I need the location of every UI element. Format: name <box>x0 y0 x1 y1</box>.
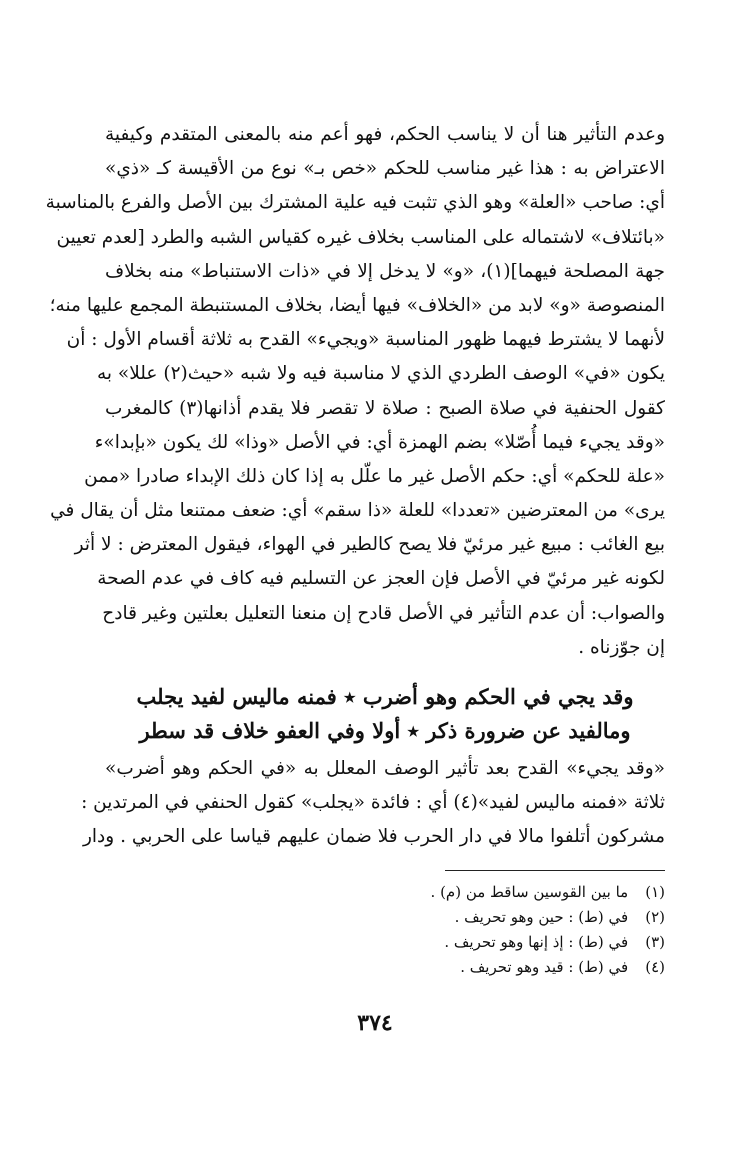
text-line: ثلاثة «فمنه ماليس لفيد»(٤) أي : فائدة «يجلب» كقول الحنفي في المرتدين : <box>81 792 665 814</box>
text-line: يكون «في» الوصف الطردي الذي لا مناسبة فيه ولا شبه «حيث(٢) عللا» به <box>96 363 665 385</box>
footnote <box>300 955 665 980</box>
text-line: أي: صاحب «العلة» وهو الذي تثبت فيه علية المشترك بين الأصل والفرع بالمناسبة <box>45 192 665 214</box>
footnote <box>300 880 665 905</box>
footnote-text: في (ط) : إذ إنها وهو تحريف . <box>444 933 629 951</box>
verse-line: ومالفيد عن ضرورة ذكر ٭ أولا وفي العفو خلاف قد سطر <box>139 718 631 743</box>
text-line: الاعتراض به : هذا غير مناسب للحكم «خص بـ» نوع من الأقيسة كـ «ذي» <box>105 158 665 180</box>
text-line: المنصوصة «و» لابد من «الخلاف» فيها أيضا، بخلاف المستنبطة المجمع عليها منه؛ <box>49 294 665 316</box>
main-text <box>45 118 665 665</box>
text-line: مشركون أتلفوا مالا في دار الحرب فلا ضمان عليهم قياسا على الحربي . ودار <box>82 826 665 848</box>
text-line: لكونه غير مرئيّ في الأصل فإن العجز عن التسليم فيه كاف في عدم الصحة <box>97 568 665 590</box>
footnote-text: في (ط) : حين وهو تحريف . <box>454 908 629 926</box>
text-line: جهة المصلحة فيهما](١)، «و» لا يدخل إلا في «ذات الاستنباط» منه بخلاف <box>105 260 665 282</box>
text-line: بيع الغائب : مبيع غير مرئيّ فلا يصح كالطير في الهواء، فيقول المعترض : لا أثر <box>74 534 665 556</box>
text-line: وعدم التأثير هنا أن لا يناسب الحكم، فهو أعم منه بالمعنى المتقدم وكيفية <box>105 124 665 145</box>
footnote-text: في (ط) : قيد وهو تحريف . <box>460 958 629 976</box>
text-line: «علة للحكم» أي: حكم الأصل غير ما علّل به إذا كان ذلك الإبداء صادرا «ممن <box>84 465 665 487</box>
footnote-number: (١) <box>645 883 665 901</box>
footnotes <box>300 880 665 980</box>
text-line: لأنهما لا يشترط فيهما ظهور المناسبة «ويجيء» القدح به ثلاثة أقسام الأول : أن <box>66 329 665 351</box>
text-line: يرى» من المعترضين «تعددا» للعلة «ذا سقم» أي: ضعف ممتنعا مثل أن يقال في <box>50 500 665 522</box>
footnote-divider <box>445 870 665 871</box>
footnote-number: (٢) <box>645 908 665 926</box>
text-line: «وقد يجيء» القدح بعد تأثير الوصف المعلل به «في الحكم وهو أضرب» <box>105 758 665 779</box>
footnote-text: ما بين القوسين ساقط من (م) . <box>430 883 629 901</box>
footnote-number: (٤) <box>645 958 665 976</box>
footnote <box>300 905 665 930</box>
text-line: والصواب: أن عدم التأثير في الأصل قادح إن منعنا التعليل بعلتين وغير قادح <box>102 602 665 624</box>
footnote <box>300 930 665 955</box>
verse-block <box>105 680 665 748</box>
commentary-text <box>81 752 665 855</box>
text-line: كقول الحنفية في صلاة الصبح : صلاة لا تقصر فلا يقدم أذانها(٣) كالمغرب <box>105 397 665 419</box>
text-line: «بائتلاف» لاشتماله على المناسب بخلاف غيره كقياس الشبه والطرد [لعدم تعيين <box>56 226 665 248</box>
footnote-number: (٣) <box>645 933 665 951</box>
verse-line: وقد يجي في الحكم وهو أضرب ٭ فمنه ماليس لفيد يجلب <box>136 684 634 709</box>
text-line: «وقد يجيء فيما أُصّلا» بضم الهمزة أي: في الأصل «وذا» لك يكون «بإبدا»ء <box>94 431 665 453</box>
text-line: إن جوّزناه . <box>578 636 665 658</box>
page-number: ٣٧٤ <box>357 1010 393 1036</box>
